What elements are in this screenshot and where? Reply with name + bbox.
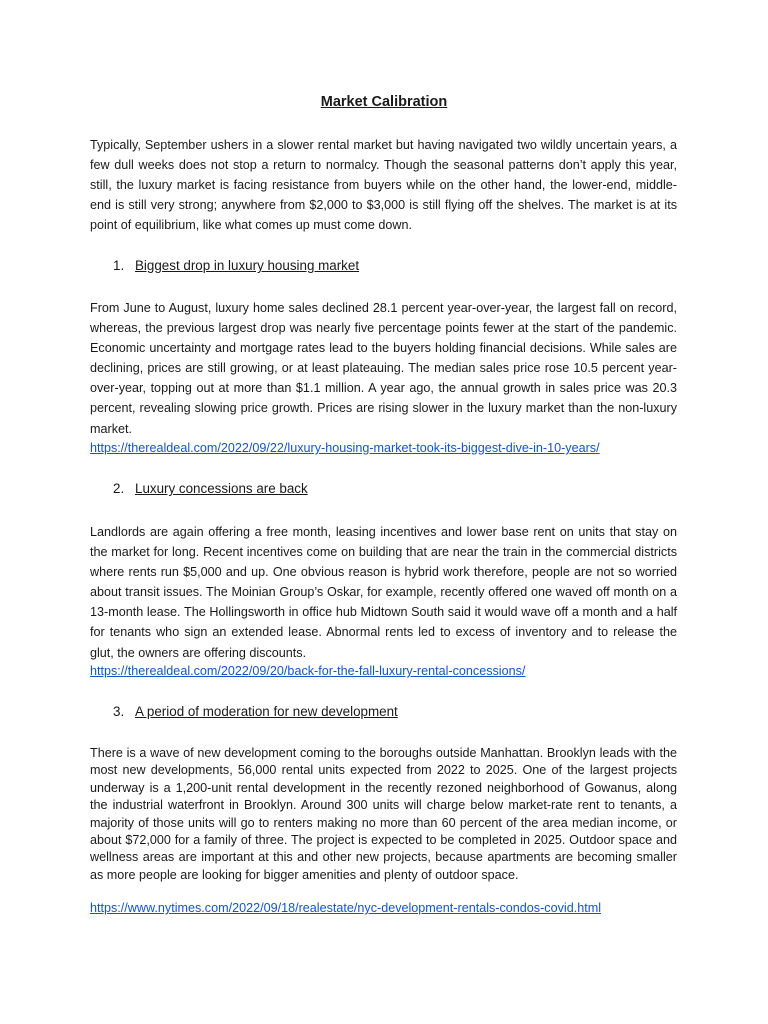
section-2-title: Luxury concessions are back xyxy=(135,481,308,496)
section-3-link[interactable]: https://www.nytimes.com/2022/09/18/realestate/nyc-development-rentals-condos-covid.html xyxy=(90,901,601,915)
section-2-body: Landlords are again offering a free month, leasing incentives and lower base rent on units that stay on the market for long. Recent incentives come on building that are near the train in the commercial districts where rents run $5,000 and up. One obvious reason is hybrid work therefore, people are not so worried about transit issues. The Moinian Group’s Oskar, for example, recently offered one waved off month on a 13-month lease. The Hollingsworth in office hub Midtown South said it would wave off a month and a half for tenants who sign an extended lease. Abnormal rents led to excess of inventory and to release the glut, the owners are offering discounts. xyxy=(90,525,677,660)
section-3-body: There is a wave of new development coming to the boroughs outside Manhattan. Brooklyn leads with the most new developments, 56,000 rental units expected from 2022 to 2025. One of the largest projects underway is a 1,200-unit rental development in the recently rezoned neighborhood of Gowanus, along the industrial waterfront in Brooklyn. Around 300 units will charge below market-rate rent to tenants, a majority of those units will go to renters making no more than 60 percent of the area median income, or about $72,000 for a family of three. The project is expected to be completed in 2025. Outdoor space and wellness areas are important at this and other new projects, because apartments are becoming smaller as more people are looking for bigger amenities and plenty of outdoor space. xyxy=(90,746,677,882)
section-1-body: From June to August, luxury home sales declined 28.1 percent year-over-year, the largest fall on record, whereas, the previous largest drop was nearly five percentage points fewer at the start of the pandemic. Economic uncertainty and mortgage rates lead to the buyers holding financial decisions. While sales are declining, prices are still growing, or at least plateauing. The median sales price rose 10.5 percent year-over-year, topping out at more than $1.1 million. A year ago, the annual growth in sales price was 20.3 percent, revealing slowing price growth. Prices are rising slower in the luxury market than the non-luxury market. xyxy=(90,301,677,436)
intro-paragraph: Typically, September ushers in a slower rental market but having navigated two wildly uncertain years, a few dull weeks does not stop a return to normalcy. Though the seasonal patterns don’t apply this year, still, the luxury market is facing resistance from buyers while on the other hand, the lower-end, middle-end is still very strong; anywhere from $2,000 to $3,000 is still flying off the shelves. The market is at its point of equilibrium, like what comes up must come down. xyxy=(90,138,677,233)
document-title: Market Calibration xyxy=(320,94,448,110)
section-1-title: Biggest drop in luxury housing market xyxy=(135,258,360,273)
section-3-number: 3. xyxy=(113,704,125,719)
section-3-title: A period of moderation for new development xyxy=(135,704,398,719)
section-1-link[interactable]: https://therealdeal.com/2022/09/22/luxury-housing-market-took-its-biggest-dive-in-10-years/ xyxy=(90,441,600,455)
section-2-number: 2. xyxy=(113,481,125,496)
section-2-link[interactable]: https://therealdeal.com/2022/09/20/back-for-the-fall-luxury-rental-concessions/ xyxy=(90,664,526,678)
section-1-number: 1. xyxy=(113,258,125,273)
